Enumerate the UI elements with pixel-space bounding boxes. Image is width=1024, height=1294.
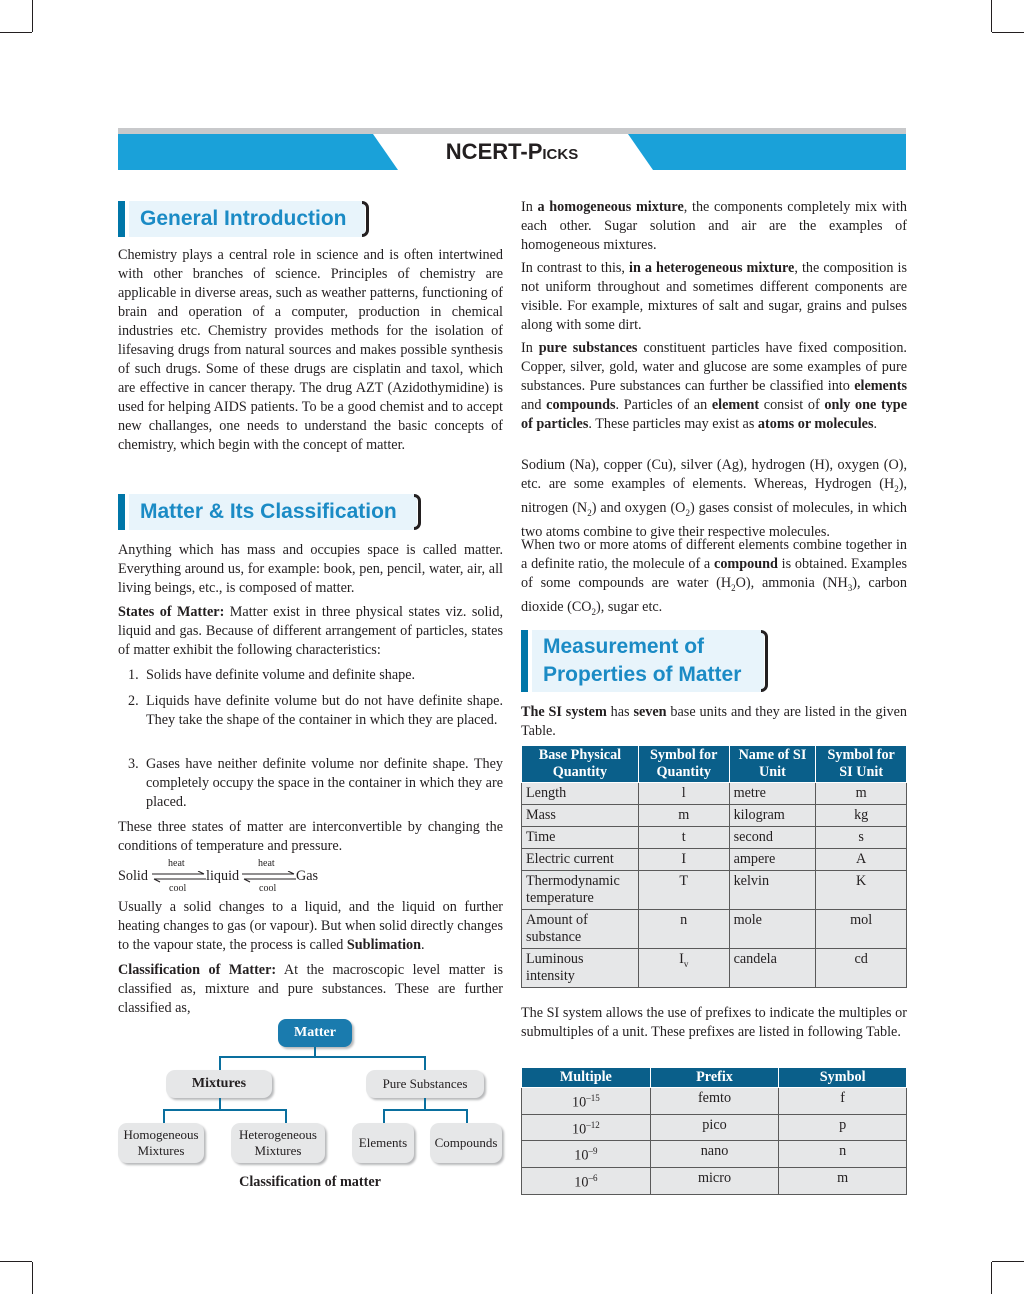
column-header: Symbol for Quantity bbox=[638, 746, 729, 783]
chart-node-homogeneous-mixtures: Homogeneous Mixtures bbox=[118, 1123, 204, 1163]
chart-caption: Classification of matter bbox=[239, 1174, 381, 1190]
chart-node-mixtures: Mixtures bbox=[166, 1070, 272, 1098]
table-row: Luminous intensity $I_v$ candela cd bbox=[522, 949, 907, 988]
table-row: Electric current I ampere A bbox=[522, 849, 907, 871]
si-units-table bbox=[521, 745, 907, 988]
section-title: General Introduction bbox=[140, 207, 347, 230]
chart-node-elements: Elements bbox=[352, 1123, 414, 1163]
elements-paragraph: Sodium (Na), copper (Cu), silver (Ag), hydrogen (H), oxygen (O), etc. are some examples of elements. Whereas, Hydrogen $(H_2)$, nitrogen $(N_2)$ and oxygen $(O_2)$ gases consist of molecules, in which two atoms combine to give their respective molecules. bbox=[521, 457, 907, 540]
intro-paragraph: Chemistry plays a central role in science and is often intertwined with other branches of science. Principles of chemistry are applicable in diverse areas, such as weather patterns, functioning of brain and operation of a computer, production in chemical industries etc. Chemistry provides methods for the isolation of lifesaving drugs from natural sources and makes possible synthesis of such drugs. Some of these drugs are cisplatin and taxol, which are effective in cancer therapy. The drug AZT (Azidothymidine) is used for helping AIDS patients. To be a good chemist and to accept new challanges, one needs to understand the basic concepts of chemistry, which begin with the concept of matter. bbox=[118, 247, 503, 453]
table-header-row bbox=[522, 1068, 907, 1088]
column-header: Symbol bbox=[779, 1068, 907, 1088]
list-item: 2. Liquids have definite volume but do not have definite shape. They take the shape of the container in which they are placed. bbox=[128, 693, 503, 728]
column-header: Name of SI Unit bbox=[729, 746, 816, 783]
table-row: Thermodynamic temperature T kelvin K bbox=[522, 871, 907, 910]
column-header: Prefix bbox=[650, 1068, 779, 1088]
section-heading-measurement bbox=[521, 630, 769, 692]
crop-mark bbox=[992, 32, 1024, 33]
matter-paragraph: Anything which has mass and occupies space is called matter. Everything around us, for example: book, pen, pencil, water, air, all living beings, etc., is composed of matter. bbox=[118, 542, 503, 596]
chart-node-heterogeneous-mixtures: Heterogeneous Mixtures bbox=[231, 1123, 325, 1163]
column-header: Base Physical Quantity bbox=[522, 746, 639, 783]
table-row: Amount of substance n mole mol bbox=[522, 910, 907, 949]
crop-mark bbox=[0, 1261, 32, 1262]
table-row: $10^{-9}$ nano n bbox=[522, 1141, 907, 1168]
table-row: $10^{-6}$ micro m bbox=[522, 1168, 907, 1195]
sublimation-paragraph: Usually a solid changes to a liquid, and the liquid on further heating changes to gas (or vapour). But when solid directly changes to the vapour state, the process is called Sublimation. bbox=[118, 899, 503, 953]
list-item: 3. Gases have neither definite volume nor definite shape. They completely occupy the space in the container in which they are placed. bbox=[128, 756, 503, 810]
crop-mark bbox=[0, 32, 32, 33]
state-change-equation: Solid heat cool liquid heat cool Gas bbox=[118, 858, 319, 894]
table-header-row bbox=[522, 746, 907, 783]
column-header: Symbol for SI Unit bbox=[816, 746, 907, 783]
table-row: Mass m kilogram kg bbox=[522, 805, 907, 827]
crop-mark bbox=[32, 0, 33, 32]
section-heading-matter-classification bbox=[118, 494, 422, 530]
table-row: Length l metre m bbox=[522, 783, 907, 805]
equilibrium-arrow-icon bbox=[152, 871, 206, 883]
equilibrium-arrow-icon bbox=[242, 871, 296, 883]
classification-paragraph: Classification of Matter: At the macroscopic level matter is classified as, mixture and pure substances. These are further classified as, bbox=[118, 962, 503, 1016]
chart-node-compounds: Compounds bbox=[430, 1123, 502, 1163]
prefix-intro-paragraph: The SI system allows the use of prefixes to indicate the multiples or submultiples of a unit. These prefixes are listed in following Table. bbox=[521, 1005, 907, 1040]
section-title: Matter & Its Classification bbox=[140, 500, 397, 523]
table-row: $10^{-12}$ pico p bbox=[522, 1114, 907, 1141]
compounds-paragraph: When two or more atoms of different elements combine together in a definite ratio, the molecule of a compound is obtained. Examples of some compounds are water $(H_2O)$, ammonia $(NH_3)$, carbon dioxide $(CO_2)$, sugar etc. bbox=[521, 537, 908, 617]
interconvert-paragraph: These three states of matter are interconvertible by changing the conditions of temperature and pressure. bbox=[118, 819, 503, 854]
header-banner bbox=[118, 128, 906, 170]
section-heading-general-introduction bbox=[118, 201, 370, 237]
si-intro-paragraph: The SI system has seven base units and they are listed in the given Table. bbox=[521, 704, 907, 739]
chart-node-matter: Matter bbox=[278, 1019, 352, 1047]
table-row: Time t second s bbox=[522, 827, 907, 849]
homogeneous-paragraph: In a homogeneous mixture, the components completely mix with each other. Sugar solution and air are the examples of homogeneous mixtures. bbox=[521, 199, 907, 253]
crop-mark bbox=[991, 1262, 992, 1294]
table-row: $10^{-15}$ femto f bbox=[522, 1088, 907, 1115]
states-paragraph: States of Matter: Matter exist in three physical states viz. solid, liquid and gas. Because of different arrangement of particles, states of matter exhibit the following characteristics: bbox=[118, 604, 503, 658]
prefix-table bbox=[521, 1067, 907, 1195]
page-title: NCERT-Picks bbox=[445, 139, 579, 164]
column-header: Multiple bbox=[522, 1068, 651, 1088]
pure-substances-paragraph: In pure substances constituent particles have fixed composition. Copper, silver, gold, water and glucose are some examples of pure substances. Pure substances can further be classified into elements and compounds. Particles of an element consist of only one type of particles. These particles may exist as atoms or molecules. bbox=[521, 340, 907, 432]
crop-mark bbox=[32, 1262, 33, 1294]
list-item: 1. Solids have definite volume and definite shape. bbox=[128, 667, 416, 683]
crop-mark bbox=[991, 0, 992, 32]
heterogeneous-paragraph: In contrast to this, in a heterogeneous mixture, the composition is not uniform throughout and sometimes different components are visible. For example, mixtures of salt and sugar, grains and pulses along with some dirt. bbox=[521, 260, 908, 333]
chart-node-pure-substances: Pure Substances bbox=[366, 1070, 484, 1098]
crop-mark bbox=[992, 1261, 1024, 1262]
section-title: Measurement of Properties of Matter bbox=[543, 635, 742, 686]
